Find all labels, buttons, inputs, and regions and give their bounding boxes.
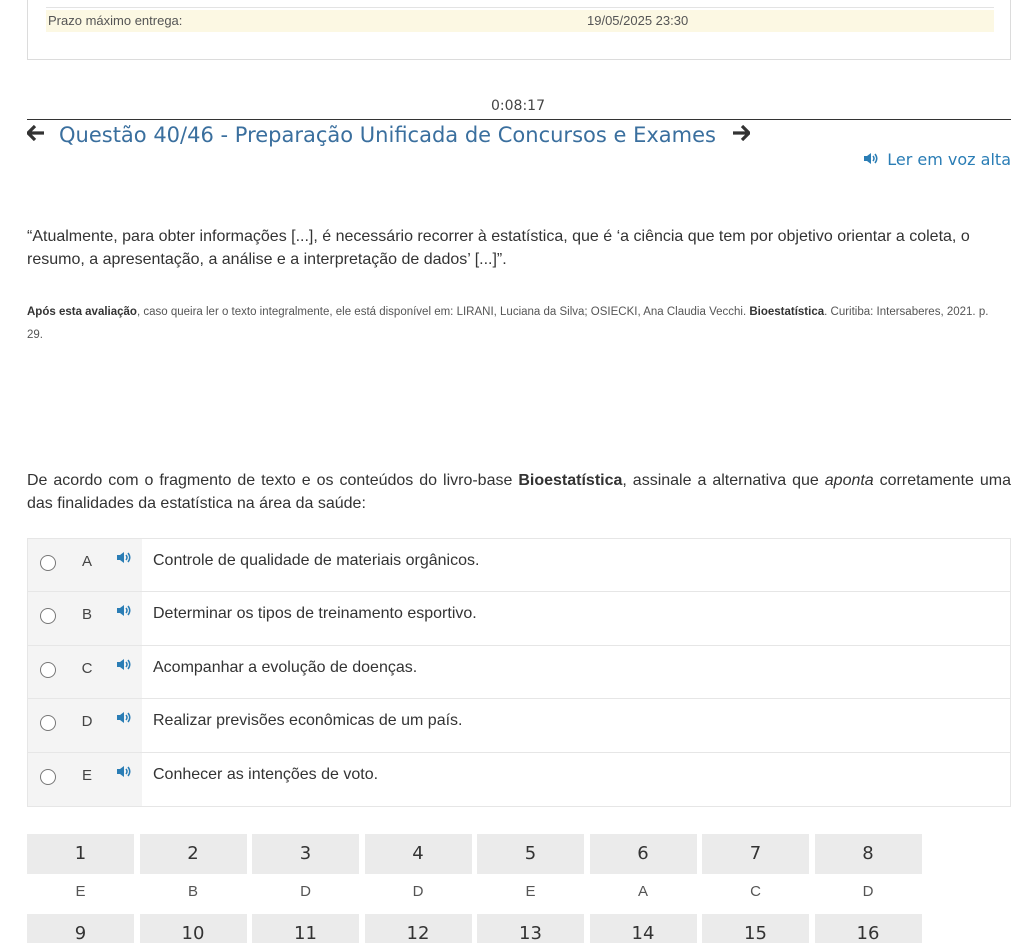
question-number[interactable]: 3 <box>252 834 359 874</box>
question-number[interactable]: 1 <box>27 834 134 874</box>
alternative-letter: D <box>68 699 106 751</box>
alternative-text: Conhecer as intenções de voto. <box>142 753 1010 806</box>
question-header <box>27 122 754 148</box>
volume-up-icon <box>863 154 883 169</box>
question-nav-cell[interactable] <box>590 834 697 910</box>
divider <box>27 119 1011 120</box>
marked-answer: D <box>300 883 311 900</box>
submission-info-box <box>27 0 1011 60</box>
question-nav-cell[interactable] <box>815 914 922 943</box>
question-number[interactable]: 12 <box>365 914 472 943</box>
question-nav-cell[interactable] <box>140 914 247 943</box>
question-nav-cell[interactable] <box>477 914 584 943</box>
question-nav-cell[interactable] <box>252 834 359 910</box>
arrow-right-icon[interactable] <box>732 124 754 147</box>
deadline-value: 19/05/2025 23:30 <box>587 13 689 28</box>
alternative-text: Determinar os tipos de treinamento esportivo. <box>142 592 1010 644</box>
question-nav-cell[interactable] <box>252 914 359 943</box>
question-number[interactable]: 16 <box>815 914 922 943</box>
alternative-text: Acompanhar a evolução de doenças. <box>142 646 1010 698</box>
radio-b[interactable] <box>40 608 56 624</box>
question-nav-cell[interactable] <box>27 834 134 910</box>
alternative-d[interactable] <box>28 699 1010 752</box>
question-nav-cell[interactable] <box>702 834 809 910</box>
alternative-e[interactable] <box>28 753 1010 806</box>
question-nav-cell[interactable] <box>702 914 809 943</box>
question-nav-cell[interactable] <box>140 834 247 910</box>
start-date-row <box>46 0 994 8</box>
prompt-part-c: corretamente uma das finalidades da estatística na área da saúde: <box>27 472 1012 512</box>
question-number[interactable]: 13 <box>477 914 584 943</box>
radio-c[interactable] <box>40 662 56 678</box>
question-number[interactable]: 5 <box>477 834 584 874</box>
read-aloud-button[interactable] <box>863 150 1011 169</box>
start-date-value <box>587 0 688 1</box>
question-quote: “Atualmente, para obter informações [...], é necessário recorrer à estatística, que é ‘a ciência que tem por objetivo orientar a coleta, o resumo, a apresentação, a análise e a interpretação de dados’ [...]”. <box>27 228 970 268</box>
alternative-letter: E <box>68 753 106 806</box>
deadline-row <box>46 10 994 32</box>
question-nav-cell[interactable] <box>590 914 697 943</box>
alternative-letter: C <box>68 646 106 698</box>
question-number[interactable]: 15 <box>702 914 809 943</box>
alternative-letter: A <box>68 539 106 591</box>
question-title: Questão 40/46 - Preparação Unificada de Concursos e Exames <box>59 123 716 147</box>
prompt-part-b: , assinale a alternativa que <box>622 472 825 489</box>
marked-answer: A <box>637 883 648 900</box>
alternatives-list <box>27 538 1011 807</box>
read-aloud-label: Ler em voz alta <box>887 150 1011 169</box>
question-prompt <box>27 469 1011 515</box>
question-number[interactable]: 4 <box>365 834 472 874</box>
question-nav-cell[interactable] <box>477 834 584 910</box>
prompt-part-a: De acordo com o fragmento de texto e os conteúdos do livro-base <box>27 472 519 489</box>
marked-answer: C <box>750 883 761 900</box>
alternative-c[interactable] <box>28 646 1010 699</box>
question-number[interactable]: 2 <box>140 834 247 874</box>
source-book-title: Bioestatística <box>749 306 825 318</box>
alternative-text: Realizar previsões econômicas de um país. <box>142 699 1010 751</box>
question-source <box>27 301 1007 347</box>
question-number[interactable]: 6 <box>590 834 697 874</box>
start-date-label <box>48 0 131 1</box>
alternative-text: Controle de qualidade de materiais orgânicos. <box>142 539 1010 591</box>
radio-a[interactable] <box>40 555 56 571</box>
question-nav-cell[interactable] <box>815 834 922 910</box>
volume-up-icon[interactable] <box>106 539 142 591</box>
question-nav-cell[interactable] <box>27 914 134 943</box>
prompt-book-title: Bioestatística <box>518 472 623 489</box>
question-nav-cell[interactable] <box>365 914 472 943</box>
source-text: , caso queira ler o texto integralmente, ele está disponível em: LIRANI, Luciana da Silva; OSIECKI, Ana Claudia Vecchi. <box>136 306 750 318</box>
marked-answer: B <box>187 883 198 900</box>
deadline-label: Prazo máximo entrega: <box>48 13 183 28</box>
radio-d[interactable] <box>40 715 56 731</box>
alternative-a[interactable] <box>28 539 1010 592</box>
volume-up-icon[interactable] <box>106 753 142 806</box>
prompt-italic: aponta <box>824 472 874 489</box>
question-number[interactable]: 10 <box>140 914 247 943</box>
question-number[interactable]: 9 <box>27 914 134 943</box>
alternative-b[interactable] <box>28 592 1010 645</box>
question-number[interactable]: 11 <box>252 914 359 943</box>
source-bold-lead: Após esta avaliação <box>27 306 137 318</box>
question-number[interactable]: 8 <box>815 834 922 874</box>
volume-up-icon[interactable] <box>106 646 142 698</box>
volume-up-icon[interactable] <box>106 699 142 751</box>
marked-answer: E <box>525 883 536 900</box>
volume-up-icon[interactable] <box>106 592 142 644</box>
alternative-letter: B <box>68 592 106 644</box>
question-number[interactable]: 7 <box>702 834 809 874</box>
source-end: . Curitiba: Intersaberes, 2021. p. 29. <box>27 306 989 341</box>
question-number[interactable]: 14 <box>590 914 697 943</box>
radio-e[interactable] <box>40 769 56 785</box>
marked-answer: D <box>412 883 424 900</box>
arrow-left-icon[interactable] <box>27 124 49 147</box>
marked-answer: D <box>862 883 874 900</box>
marked-answer: E <box>75 883 86 900</box>
question-nav-cell[interactable] <box>365 834 472 910</box>
countdown-timer: 0:08:17 <box>491 98 545 114</box>
